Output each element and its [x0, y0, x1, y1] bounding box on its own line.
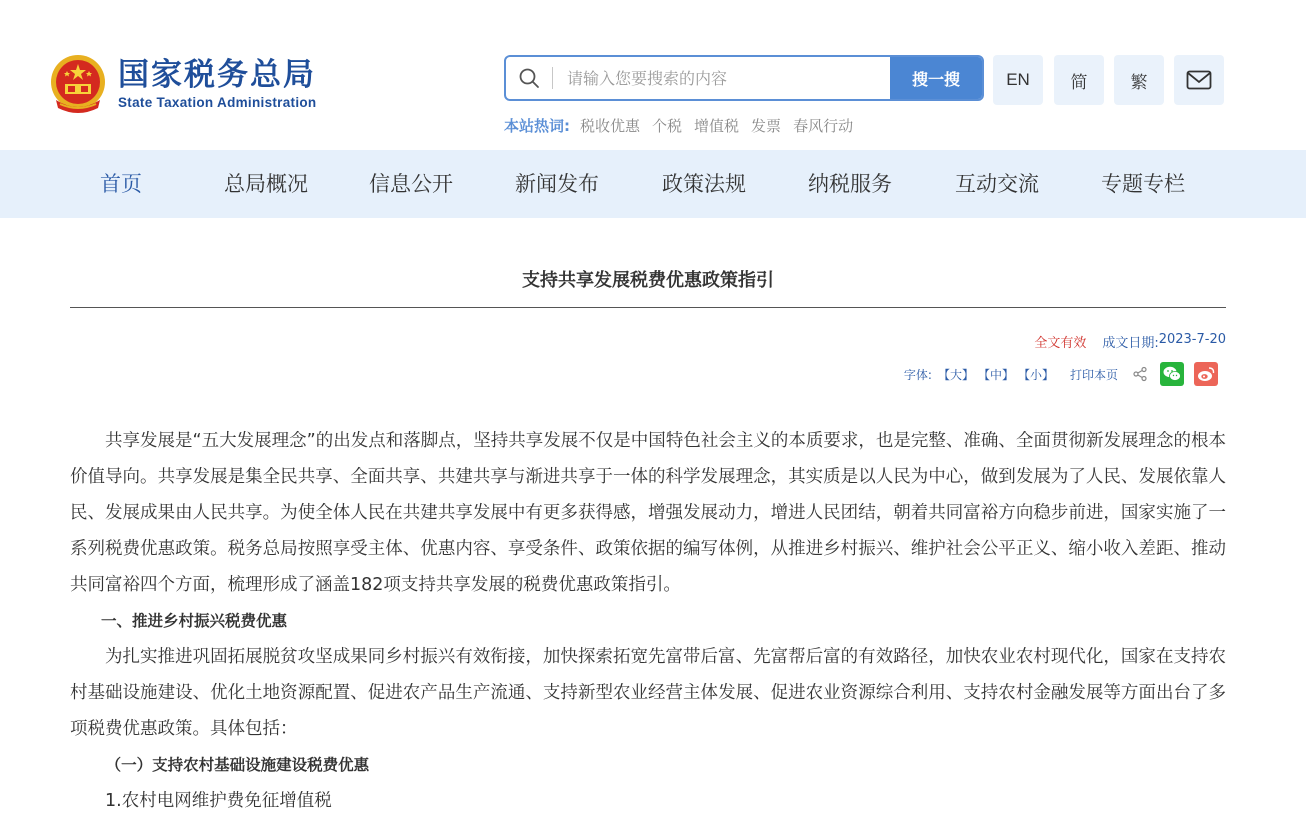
- nav-item-policy[interactable]: 政策法规: [662, 172, 746, 196]
- title-divider: [70, 307, 1226, 308]
- mail-icon: [1186, 70, 1212, 90]
- site-header: [0, 0, 1306, 150]
- hot-word-link[interactable]: 税收优惠: [580, 117, 641, 135]
- hot-word-link[interactable]: 春风行动: [793, 117, 854, 135]
- article-date: 2023-7-20: [1158, 332, 1226, 347]
- nav-item-info-disclosure[interactable]: 信息公开: [369, 172, 453, 196]
- section-heading: 一、推进乡村振兴税费优惠: [101, 612, 288, 630]
- logo-title-en: State Taxation Administration: [118, 95, 317, 110]
- wechat-icon[interactable]: [1160, 362, 1184, 386]
- search-button[interactable]: 搜一搜: [890, 57, 982, 99]
- article-body: [70, 423, 1226, 815]
- policy-item: 1.农村电网维护费免征增值税: [105, 791, 332, 811]
- validity-status: 全文有效: [1034, 336, 1087, 351]
- hot-word-link[interactable]: 发票: [751, 117, 782, 135]
- lang-simplified-button[interactable]: 简: [1054, 55, 1104, 105]
- font-medium-button[interactable]: 【中】: [977, 367, 1014, 382]
- nav-item-tax-service[interactable]: 纳税服务: [808, 172, 892, 196]
- hot-words-label: 本站热词:: [504, 117, 570, 135]
- lang-en-button[interactable]: EN: [993, 55, 1043, 105]
- date-label: 成文日期:: [1102, 336, 1159, 351]
- article-tools: [904, 362, 1218, 386]
- mail-button[interactable]: [1174, 55, 1224, 105]
- main-nav: [0, 150, 1306, 218]
- intro-paragraph: 共享发展是“五大发展理念”的出发点和落脚点，坚持共享发展不仅是中国特色社会主义的本质要求，也是完整、准确、全面贯彻新发展理念的根本价值导向。共享发展是集全民共享、全面共享、共建共享与渐进共享于一体的科学发展理念，其实质是以人民为中心，做到发展为了人民、发展依靠人民、发展成果由人民共享。为使全体人民在共建共享发展中有更多获得感，增强发展动力，增进人民团结，朝着共同富裕方向稳步前进，国家实施了一系列税费优惠政策。税务总局按照享受主体、优惠内容、享受条件、政策依据的编写体例，从推进乡村振兴、维护社会公平正义、缩小收入差距、推动共同富裕四个方面，梳理形成了涵盖182项支持共享发展的税费优惠政策指引。: [70, 431, 1226, 595]
- nav-item-home[interactable]: 首页: [100, 172, 142, 196]
- search-input[interactable]: [553, 57, 890, 99]
- nav-item-interaction[interactable]: 互动交流: [955, 172, 1039, 196]
- weibo-icon[interactable]: [1194, 362, 1218, 386]
- share-icon[interactable]: [1132, 366, 1148, 382]
- nav-item-news[interactable]: 新闻发布: [515, 172, 599, 196]
- article-meta: [1034, 332, 1226, 351]
- hot-words: [504, 115, 865, 136]
- logo-title-cn: 国家税务总局: [118, 57, 316, 93]
- search-box: [504, 55, 984, 101]
- national-emblem-icon: [48, 52, 108, 116]
- subsection-heading: （一）支持农村基础设施建设税费优惠: [105, 756, 370, 774]
- hot-word-link[interactable]: 增值税: [694, 117, 740, 135]
- print-button[interactable]: 打印本页: [1069, 367, 1118, 382]
- search-icon: [506, 57, 552, 99]
- site-logo[interactable]: [48, 52, 316, 116]
- font-large-button[interactable]: 【大】: [937, 367, 974, 382]
- lang-traditional-button[interactable]: 繁: [1114, 55, 1164, 105]
- hot-word-link[interactable]: 个税: [652, 117, 683, 135]
- nav-item-overview[interactable]: 总局概况: [224, 172, 308, 196]
- font-size-label: 字体:: [903, 367, 932, 382]
- section-paragraph: 为扎实推进巩固拓展脱贫攻坚成果同乡村振兴有效衔接，加快探索拓宽先富带后富、先富帮后富的有效路径，加快农业农村现代化，国家在支持农村基础设施建设、优化土地资源配置、促进农产品生产流通、支持新型农业经营主体发展、促进农业资源综合利用、支持农村金融发展等方面出台了多项税费优惠政策。具体包括：: [70, 647, 1226, 739]
- nav-item-topics[interactable]: 专题专栏: [1101, 172, 1185, 196]
- article-title: 支持共享发展税费优惠政策指引: [522, 270, 774, 291]
- font-small-button[interactable]: 【小】: [1017, 367, 1054, 382]
